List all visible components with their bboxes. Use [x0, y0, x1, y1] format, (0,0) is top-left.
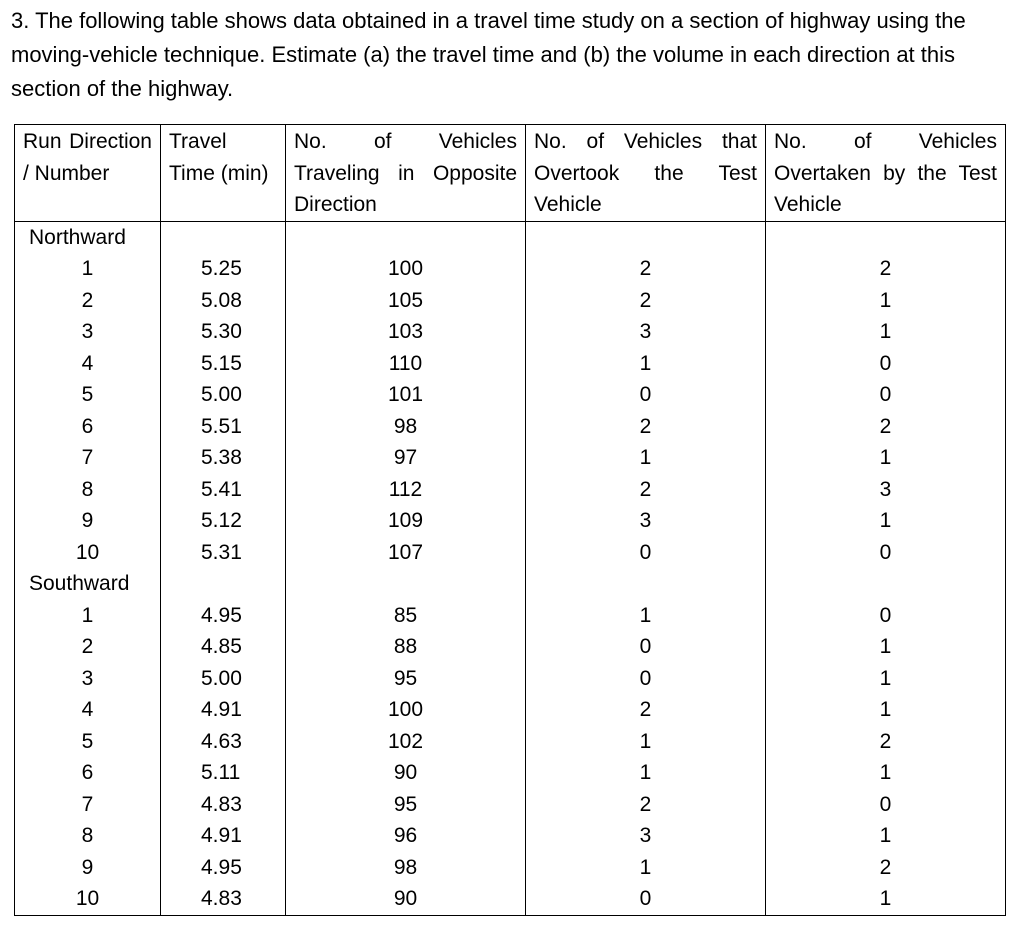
overtaken-count: 2 [766, 411, 1006, 443]
overtook-count: 2 [526, 253, 766, 285]
travel-time: 5.31 [161, 537, 286, 569]
opposite-direction-count: 88 [286, 631, 526, 663]
overtook-count: 3 [526, 505, 766, 537]
table-header-row [15, 125, 1006, 222]
overtaken-count: 1 [766, 505, 1006, 537]
table-row [15, 411, 1006, 443]
overtaken-count: 0 [766, 600, 1006, 632]
table-row [15, 694, 1006, 726]
travel-time: 4.83 [161, 789, 286, 821]
group-row-southward [15, 568, 1006, 600]
travel-time: 5.12 [161, 505, 286, 537]
table-row [15, 348, 1006, 380]
header-run-direction: Run Direction / Number [15, 125, 161, 222]
overtaken-count: 0 [766, 537, 1006, 569]
overtook-count: 1 [526, 726, 766, 758]
opposite-direction-count: 97 [286, 442, 526, 474]
run-number: 9 [15, 852, 161, 884]
table-row [15, 726, 1006, 758]
empty-cell [161, 568, 286, 600]
overtook-count: 2 [526, 411, 766, 443]
table-row [15, 757, 1006, 789]
header-travel-time: Travel Time (min) [161, 125, 286, 222]
overtaken-count: 2 [766, 726, 1006, 758]
travel-time: 4.91 [161, 694, 286, 726]
travel-time: 4.63 [161, 726, 286, 758]
run-number: 9 [15, 505, 161, 537]
overtaken-count: 0 [766, 379, 1006, 411]
overtaken-count: 2 [766, 852, 1006, 884]
direction-label: Northward [15, 221, 161, 253]
opposite-direction-count: 90 [286, 883, 526, 915]
travel-time: 5.25 [161, 253, 286, 285]
overtook-count: 0 [526, 631, 766, 663]
empty-cell [766, 568, 1006, 600]
travel-time: 4.91 [161, 820, 286, 852]
travel-time: 5.00 [161, 663, 286, 695]
travel-time: 5.08 [161, 285, 286, 317]
run-number: 6 [15, 411, 161, 443]
overtook-count: 0 [526, 379, 766, 411]
overtaken-count: 1 [766, 316, 1006, 348]
overtaken-count: 3 [766, 474, 1006, 506]
table-body [15, 221, 1006, 915]
opposite-direction-count: 90 [286, 757, 526, 789]
overtook-count: 2 [526, 694, 766, 726]
run-number: 5 [15, 379, 161, 411]
overtaken-count: 1 [766, 883, 1006, 915]
opposite-direction-count: 112 [286, 474, 526, 506]
run-number: 3 [15, 663, 161, 695]
overtaken-count: 1 [766, 663, 1006, 695]
travel-time: 4.95 [161, 852, 286, 884]
direction-label: Southward [15, 568, 161, 600]
table-row [15, 285, 1006, 317]
overtaken-count: 1 [766, 820, 1006, 852]
travel-time: 5.00 [161, 379, 286, 411]
run-number: 10 [15, 537, 161, 569]
travel-time: 5.38 [161, 442, 286, 474]
table-row [15, 820, 1006, 852]
overtook-count: 1 [526, 600, 766, 632]
overtaken-count: 2 [766, 253, 1006, 285]
run-number: 2 [15, 631, 161, 663]
table-row [15, 316, 1006, 348]
overtook-count: 1 [526, 852, 766, 884]
table-row [15, 789, 1006, 821]
overtook-count: 1 [526, 348, 766, 380]
table-row [15, 505, 1006, 537]
overtook-count: 1 [526, 442, 766, 474]
table-row [15, 537, 1006, 569]
overtook-count: 0 [526, 883, 766, 915]
opposite-direction-count: 95 [286, 663, 526, 695]
travel-time-table [14, 124, 1006, 916]
run-number: 6 [15, 757, 161, 789]
run-number: 7 [15, 442, 161, 474]
empty-cell [526, 221, 766, 253]
overtaken-count: 0 [766, 789, 1006, 821]
run-number: 8 [15, 474, 161, 506]
opposite-direction-count: 98 [286, 411, 526, 443]
header-overtaken-by-test-vehicle: No. of Vehicles Overtaken by the Test Vehicle [766, 125, 1006, 222]
opposite-direction-count: 103 [286, 316, 526, 348]
table-row [15, 442, 1006, 474]
table-row [15, 600, 1006, 632]
travel-time: 5.41 [161, 474, 286, 506]
overtook-count: 0 [526, 663, 766, 695]
table-row [15, 379, 1006, 411]
header-overtook-test-vehicle: No. of Vehicles that Overtook the Test Vehicle [526, 125, 766, 222]
run-number: 1 [15, 253, 161, 285]
opposite-direction-count: 98 [286, 852, 526, 884]
run-number: 10 [15, 883, 161, 915]
opposite-direction-count: 109 [286, 505, 526, 537]
question-text: 3. The following table shows data obtained in a travel time study on a section of highway using the moving-vehicle technique. Estimate (a) the travel time and (b) the volume in each direction at this section of the highway. [11, 8, 966, 101]
run-number: 1 [15, 600, 161, 632]
table-row [15, 852, 1006, 884]
run-number: 4 [15, 694, 161, 726]
empty-cell [286, 221, 526, 253]
empty-cell [526, 568, 766, 600]
opposite-direction-count: 110 [286, 348, 526, 380]
overtook-count: 0 [526, 537, 766, 569]
empty-cell [286, 568, 526, 600]
opposite-direction-count: 100 [286, 694, 526, 726]
run-number: 7 [15, 789, 161, 821]
empty-cell [161, 221, 286, 253]
travel-time: 5.15 [161, 348, 286, 380]
overtaken-count: 1 [766, 757, 1006, 789]
opposite-direction-count: 101 [286, 379, 526, 411]
overtaken-count: 0 [766, 348, 1006, 380]
run-number: 8 [15, 820, 161, 852]
travel-time: 5.30 [161, 316, 286, 348]
group-row-northward [15, 221, 1006, 253]
header-opposite-direction: No. of Vehicles Traveling in Opposite Direction [286, 125, 526, 222]
run-number: 5 [15, 726, 161, 758]
overtook-count: 2 [526, 474, 766, 506]
opposite-direction-count: 85 [286, 600, 526, 632]
travel-time: 4.85 [161, 631, 286, 663]
travel-time: 5.11 [161, 757, 286, 789]
opposite-direction-count: 95 [286, 789, 526, 821]
overtook-count: 3 [526, 820, 766, 852]
overtook-count: 2 [526, 789, 766, 821]
opposite-direction-count: 100 [286, 253, 526, 285]
overtaken-count: 1 [766, 442, 1006, 474]
run-number: 2 [15, 285, 161, 317]
run-number: 3 [15, 316, 161, 348]
travel-time: 4.95 [161, 600, 286, 632]
empty-cell [766, 221, 1006, 253]
table-row [15, 631, 1006, 663]
opposite-direction-count: 96 [286, 820, 526, 852]
overtook-count: 1 [526, 757, 766, 789]
travel-time: 4.83 [161, 883, 286, 915]
table-row [15, 883, 1006, 915]
overtaken-count: 1 [766, 285, 1006, 317]
opposite-direction-count: 107 [286, 537, 526, 569]
table-row [15, 663, 1006, 695]
opposite-direction-count: 102 [286, 726, 526, 758]
table-row [15, 253, 1006, 285]
overtook-count: 3 [526, 316, 766, 348]
table-row [15, 474, 1006, 506]
overtaken-count: 1 [766, 694, 1006, 726]
run-number: 4 [15, 348, 161, 380]
overtaken-count: 1 [766, 631, 1006, 663]
opposite-direction-count: 105 [286, 285, 526, 317]
overtook-count: 2 [526, 285, 766, 317]
travel-time: 5.51 [161, 411, 286, 443]
